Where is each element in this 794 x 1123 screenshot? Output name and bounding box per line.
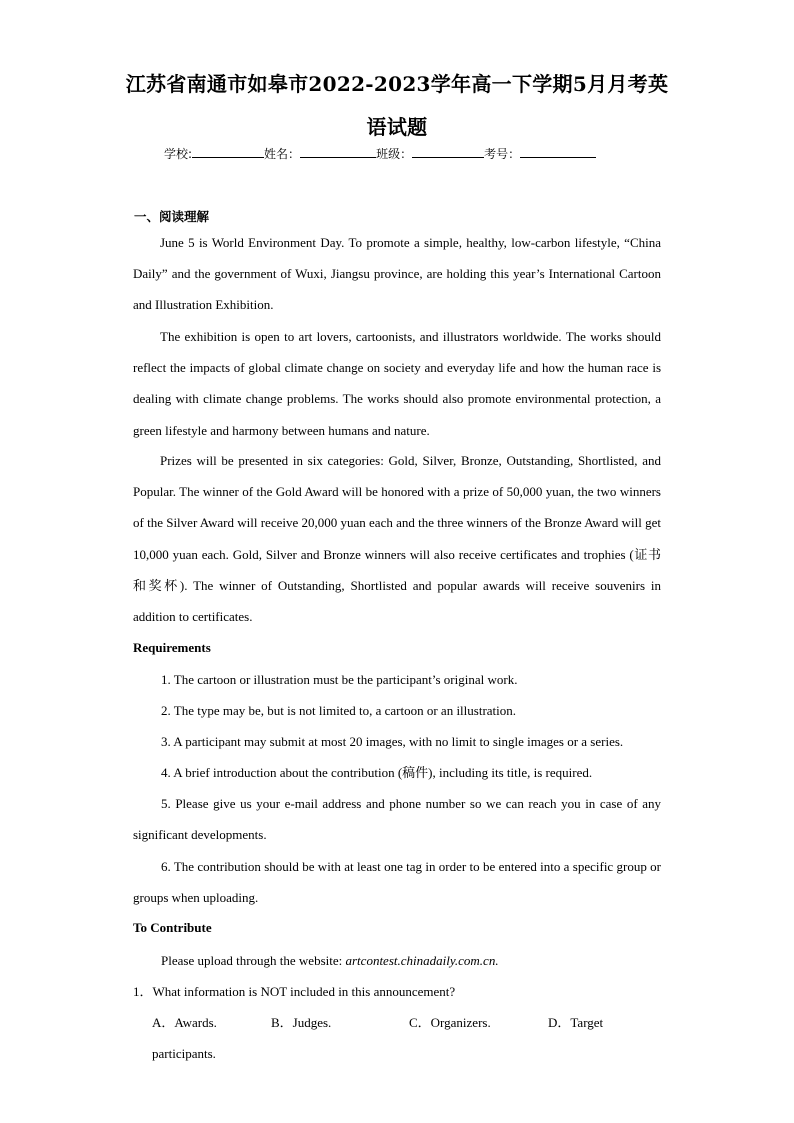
passage-paragraph-2: The exhibition is open to art lovers, cartoonists, and illustrators worldwide. The works should reflect the impacts of global climate change on society and everyday life and how the human race is dealing with climate change problems. The works should also promote environmental protection, a green lifestyle and harmony between humans and nature.	[133, 329, 661, 438]
option-c: C．Organizers.	[409, 1015, 491, 1030]
passage-paragraph-1: June 5 is World Environment Day. To promote a simple, healthy, low-carbon lifestyle, “China Daily” and the government of Wuxi, Jiangsu province, are holding this year’s International Cartoon and Illustration Exhibition.	[133, 235, 661, 313]
class-blank	[412, 145, 484, 158]
option-b: B．Judges.	[271, 1015, 332, 1030]
exam-title-line2: 语试题	[366, 115, 428, 139]
requirement-item: 5. Please give us your e-mail address and phone number so we can reach you in case of any significant developments.	[133, 796, 661, 843]
exam-number-label: 考号：	[484, 147, 521, 161]
requirements-heading: Requirements	[133, 640, 211, 655]
class-label: 班级：	[376, 147, 413, 161]
section-heading: 一、阅读理解	[134, 209, 210, 224]
upload-text: Please upload through the website:	[161, 953, 346, 968]
requirement-item: 3. A participant may submit at most 20 images, with no limit to single images or a series.	[161, 734, 624, 749]
requirement-item: 6. The contribution should be with at least one tag in order to be entered into a specific group or groups when uploading.	[133, 859, 661, 906]
school-label: 学校:	[164, 147, 193, 161]
name-label: 姓名：	[264, 147, 301, 161]
student-info-row	[164, 145, 644, 162]
name-blank	[300, 145, 376, 158]
upload-instruction	[161, 945, 499, 976]
option-d-continued: participants.	[152, 1046, 216, 1061]
requirement-item: 1. The cartoon or illustration must be the participant’s original work.	[161, 672, 518, 687]
requirement-item: 4. A brief introduction about the contribution (稿件), including its title, is required.	[161, 765, 593, 780]
contest-website-link: artcontest.chinadaily.com.cn.	[345, 953, 499, 968]
school-blank	[192, 145, 264, 158]
option-d: D．Target	[548, 1015, 604, 1030]
question-stem: 1．What information is NOT included in this announcement?	[133, 984, 456, 999]
contribute-heading: To Contribute	[133, 920, 212, 935]
option-a: A．Awards.	[152, 1015, 217, 1030]
passage-paragraph-3: Prizes will be presented in six categories: Gold, Silver, Bronze, Outstanding, Shortlisted, and Popular. The winner of the Gold Award will be honored with a prize of 50,000 yuan, the two winners of the Silver Award will receive 20,000 yuan each and the three winners of the Bronze Award will get 10,000 yuan each. Gold, Silver and Bronze winners will also receive certificates and trophies (证书和奖杯). The winner of Outstanding, Shortlisted and popular awards will receive souvenirs in addition to certificates.	[133, 453, 661, 625]
exam-title-line1: 江苏省南通市如皋市2022-2023学年高一下学期5月月考英	[125, 72, 669, 96]
requirement-item: 2. The type may be, but is not limited to, a cartoon or an illustration.	[161, 703, 517, 718]
exam-number-blank	[520, 145, 596, 158]
